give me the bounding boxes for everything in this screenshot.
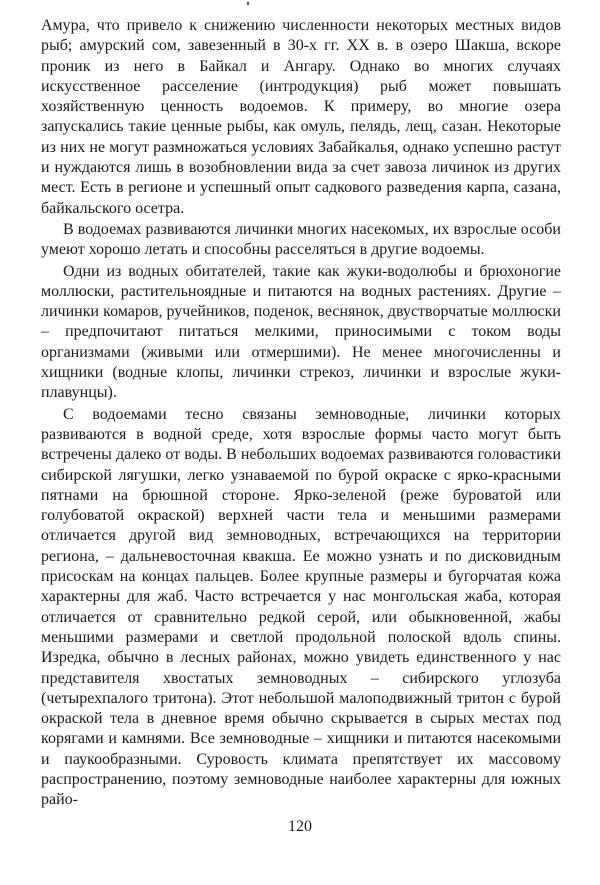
paragraph-insect-larvae: В водоемах развиваются личинки многих насекомых, их взрослые особи умеют хорошо летать и способны расселяться в другие водоемы. [41, 220, 561, 259]
page-body [41, 16, 561, 811]
paragraph-amphibians: С водоемами тесно связаны земноводные, личинки которых развиваются в водной среде, хотя взрослые формы часто могут быть встречены далеко от воды. В небольших водоемах развиваются головастики сибирской лягушки, легко узнаваемой по бурой окраске с ярко-красными пятнами на брюшной стороне. Ярко-зеленой (реже буроватой или голубоватой окраской) верхней части тела и меньшими размерами отличается другой вид земноводных, встречающихся на территории региона, – дальневосточная квакша. Ее можно узнать и по дисковидным присоскам на концах пальцев. Более крупные размеры и бугорчатая кожа характерны для жаб. Часто встречается у нас монгольская жаба, которая отличается от сравнительно редкой серой, или обыкновенной, жабы меньшими размерами и светлой продольной полоской вдоль спины. Изредка, обычно в лесных районах, можно увидеть единственного у нас представителя хвостатых земноводных – сибирского углозуба (четырехпалого тритона). Этот небольшой малоподвижный тритон с бурой окраской тела в дневное время обычно скрывается в сырых местах под корягами и камнями. Все земноводные – хищники и питаются насекомыми и паукообразными. Суровость климата препятствует их массовому распространению, поэтому земноводные наиболее характерны для южных райо- [41, 405, 561, 809]
paragraph-aquatic-inhabitants: Одни из водных обитателей, такие как жуки-водолюбы и брюхоногие моллюски, растительноядные и питаются на водных растениях. Другие – личинки комаров, ручейников, поденок, веснянок, двустворчатые моллюски – предпочитают питаться мелкими, приносимыми с током воды организмами (живыми или отмершими). Не менее многочисленны и хищники (водные клопы, личинки стрекоз, личинки и взрослые жуки-плавунцы). [41, 262, 561, 402]
scan-speck [247, 2, 249, 5]
paragraph-fish-introduction: Амура, что привело к снижению численности некоторых местных видов рыб; амурский сом, завезенный в 30-х гг. XX в. в озеро Шакша, вскоре проник из него в Байкал и Ангару. Однако во многих случаях искусственное расселение (интродукция) рыб может повышать хозяйственную ценность водоемов. К примеру, во многие озера запускались такие ценные рыбы, как омуль, пелядь, лещ, сазан. Некоторые из них не могут размножаться условиях Забайкалья, однако успешно растут и нуждаются лишь в возобновлении вида за счет завоза личинок из других мест. Есть в регионе и успешный опыт садкового разведения карпа, сазана, байкальского осетра. [41, 17, 561, 217]
page-number: 120 [288, 818, 312, 835]
